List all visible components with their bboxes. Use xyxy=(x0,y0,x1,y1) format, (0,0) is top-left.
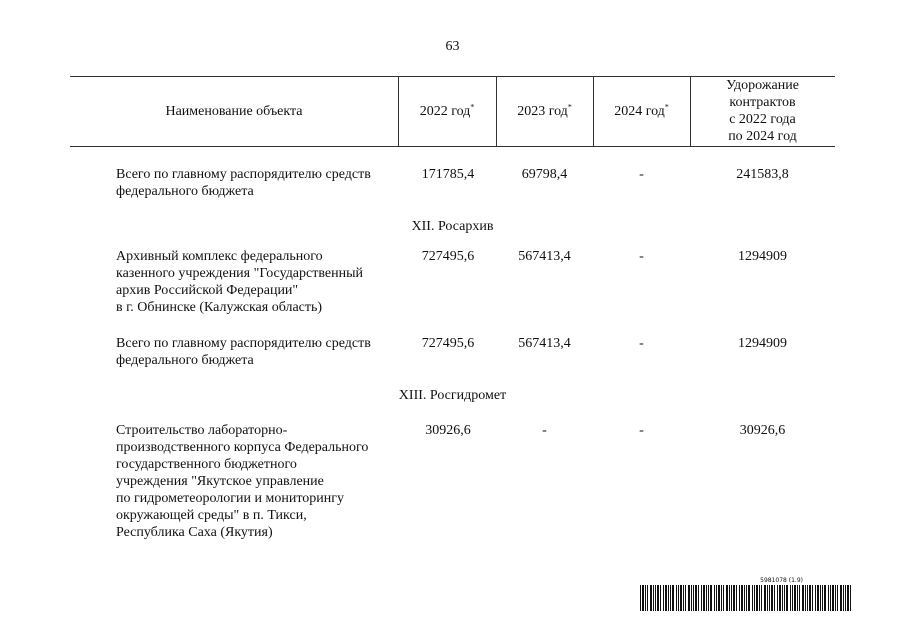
barcode-bar xyxy=(786,585,788,611)
value-2023: 567413,4 xyxy=(518,249,571,264)
value-2023: 69798,4 xyxy=(521,167,568,182)
barcode-bar xyxy=(797,585,798,611)
section-heading: XIII. Росгидромет xyxy=(398,388,507,403)
barcode-bar xyxy=(779,585,781,611)
page-number: 63 xyxy=(445,39,460,54)
header-name: Наименование объекта xyxy=(165,103,303,119)
barcode-bar xyxy=(784,585,785,611)
barcode-bar xyxy=(653,585,654,611)
barcode-bar xyxy=(771,585,773,611)
barcode-bar xyxy=(665,585,667,611)
value-2022: 171785,4 xyxy=(421,167,475,182)
table-row-name: Всего по главному распорядителю средств федерального бюджета xyxy=(116,167,371,199)
barcode-bar xyxy=(812,585,813,611)
barcode-bar xyxy=(663,585,664,611)
barcode-bar xyxy=(802,585,804,611)
header-2024: 2024 год* xyxy=(614,101,669,119)
barcode-bar xyxy=(843,585,844,611)
barcode-bar xyxy=(754,585,755,611)
barcode-bar xyxy=(693,585,694,611)
barcode-bar xyxy=(805,585,806,611)
barcode-bar xyxy=(746,585,747,611)
barcode-bar xyxy=(678,585,679,611)
header-increase: Удорожание контрактов с 2022 года по 2024 год xyxy=(726,78,799,144)
barcode-bar xyxy=(830,585,831,611)
barcode-bar xyxy=(815,585,816,611)
barcode-bar xyxy=(817,585,819,611)
barcode-bar xyxy=(718,585,720,611)
value-2024: - xyxy=(639,423,644,438)
barcode-bar xyxy=(769,585,770,611)
barcode-bar xyxy=(828,585,829,611)
barcode-bar xyxy=(701,585,702,611)
barcode-bar xyxy=(847,585,849,611)
value-2022: 30926,6 xyxy=(425,423,471,438)
barcode-bar xyxy=(835,585,836,611)
barcode-bar xyxy=(645,585,646,611)
barcode-bar xyxy=(729,585,730,611)
value-increase: 30926,6 xyxy=(739,423,786,438)
barcode-bar xyxy=(683,585,684,611)
value-2022: 727495,6 xyxy=(421,336,475,351)
barcode-bar xyxy=(731,585,732,611)
barcode-bar xyxy=(672,585,674,611)
barcode-bar xyxy=(670,585,671,611)
barcode-bar xyxy=(764,585,766,611)
barcode-bar xyxy=(752,585,753,611)
barcode-bar xyxy=(767,585,768,611)
section-heading: XII. Росархив xyxy=(411,219,494,234)
table-row-name: Строительство лабораторно- производственного корпуса Федерального государственного бюджетного учреждения "Якутское управление по гидрометеорологии и мониторингу окружающей среды" в п. Тикси, Республика Саха (Якутия) xyxy=(116,423,369,540)
barcode-bar xyxy=(850,585,851,611)
value-increase: 241583,8 xyxy=(736,167,789,182)
barcode-bar xyxy=(691,585,692,611)
barcode-bar xyxy=(774,585,775,611)
barcode-bar xyxy=(655,585,656,611)
barcode-bar xyxy=(695,585,697,611)
value-2023: 567413,4 xyxy=(518,336,571,351)
barcode-bar xyxy=(733,585,735,611)
barcode-bar xyxy=(714,585,715,611)
barcode-bar xyxy=(837,585,838,611)
barcode-icon xyxy=(640,585,855,611)
value-increase: 1294909 xyxy=(738,336,787,351)
barcode-bar xyxy=(739,585,740,611)
barcode-bar xyxy=(660,585,661,611)
value-2024: - xyxy=(639,167,644,182)
barcode-bar xyxy=(799,585,800,611)
barcode-bar xyxy=(736,585,737,611)
barcode-block xyxy=(640,577,855,613)
barcode-bar xyxy=(668,585,669,611)
header-2023: 2023 год* xyxy=(517,101,572,119)
barcode-bar xyxy=(840,585,842,611)
barcode-bar xyxy=(741,585,743,611)
barcode-bar xyxy=(723,585,724,611)
barcode-bar xyxy=(680,585,682,611)
barcode-bar xyxy=(726,585,728,611)
barcode-bar xyxy=(824,585,826,611)
barcode-bar xyxy=(642,585,644,611)
value-2023: - xyxy=(542,423,547,438)
barcode-bar xyxy=(832,585,834,611)
barcode-bar xyxy=(685,585,686,611)
header-2022: 2022 год* xyxy=(419,101,475,119)
barcode-bar xyxy=(794,585,796,611)
barcode-bar xyxy=(676,585,677,611)
value-2022: 727495,6 xyxy=(421,249,475,264)
barcode-bar xyxy=(822,585,823,611)
barcode-bar xyxy=(807,585,808,611)
barcode-bar xyxy=(650,585,652,611)
barcode-bar xyxy=(716,585,717,611)
barcode-bar xyxy=(710,585,712,611)
barcode-bar xyxy=(792,585,793,611)
barcode-bar xyxy=(748,585,750,611)
barcode-bar xyxy=(647,585,648,611)
barcode-bar xyxy=(708,585,709,611)
barcode-bar xyxy=(640,585,641,611)
header-bottom-rule xyxy=(70,146,835,147)
barcode-number: 5981078 (1.9) xyxy=(760,577,803,584)
table-row-name: Всего по главному распорядителю средств федерального бюджета xyxy=(116,336,371,368)
barcode-bar xyxy=(759,585,760,611)
barcode-bar xyxy=(809,585,811,611)
barcode-bar xyxy=(721,585,722,611)
barcode-bar xyxy=(703,585,705,611)
barcode-bar xyxy=(706,585,707,611)
barcode-bar xyxy=(782,585,783,611)
barcode-bar xyxy=(761,585,762,611)
value-2024: - xyxy=(639,336,644,351)
value-increase: 1294909 xyxy=(738,249,787,264)
barcode-bar xyxy=(820,585,821,611)
barcode-bar xyxy=(777,585,778,611)
barcode-bar xyxy=(845,585,846,611)
barcode-bar xyxy=(744,585,745,611)
barcode-bar xyxy=(790,585,791,611)
table-row-name: Архивный комплекс федерального казенного учреждения "Государственный архив Российской Федерации" в г. Обнинске (Калужская область) xyxy=(116,249,363,315)
barcode-bar xyxy=(698,585,699,611)
barcode-bar xyxy=(688,585,690,611)
barcode-bar xyxy=(756,585,758,611)
barcode-bar xyxy=(657,585,659,611)
value-2024: - xyxy=(639,249,644,264)
